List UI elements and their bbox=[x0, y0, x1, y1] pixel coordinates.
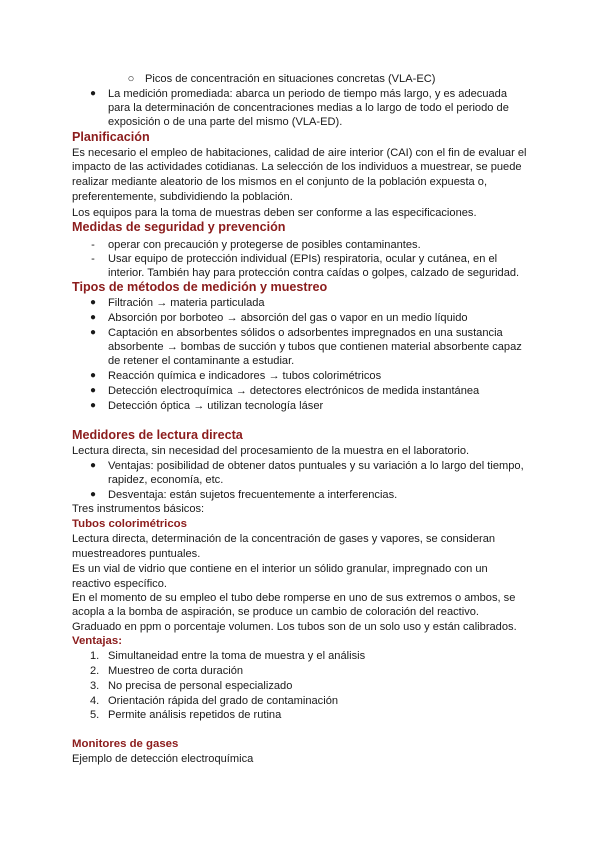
bullet-marker: ● bbox=[89, 88, 97, 99]
list-item: Muestreo de corta duración bbox=[108, 665, 244, 677]
list-number: 4. bbox=[90, 695, 100, 707]
paragraph-line: Graduado en ppm o porcentaje volumen. Los tubos son de un solo uso y están calibrados. bbox=[72, 621, 517, 633]
bullet-text-line: La medición promediada: abarca un periodo de tiempo más largo, y es adecuada bbox=[108, 88, 508, 100]
dash-marker: - bbox=[91, 239, 95, 251]
list-item-continued: rapidez, economía, etc. bbox=[108, 474, 224, 486]
list-number: 1. bbox=[90, 650, 100, 662]
paragraph-line: realizar mediante aleatorio de los mismos en el conjunto de la población expuesta o, bbox=[72, 176, 488, 188]
bullet-marker: ● bbox=[89, 312, 97, 323]
list-item: Captación en absorbentes sólidos o adsorbentes impregnados en una sustancia bbox=[108, 327, 503, 339]
paragraph-line: Lectura directa, sin necesidad del procesamiento de la muestra en el laboratorio. bbox=[72, 445, 470, 457]
bullet-marker: ● bbox=[89, 385, 97, 396]
list-number: 2. bbox=[90, 665, 100, 677]
bullet-marker: ● bbox=[89, 370, 97, 381]
list-item: Reacción química e indicadores → tubos colorimétricos bbox=[108, 370, 382, 382]
paragraph-line: En el momento de su empleo el tubo debe romperse en uno de sus extremos o ambos, se bbox=[72, 592, 516, 604]
bullet-marker: ● bbox=[89, 460, 97, 471]
heading-medidores: Medidores de lectura directa bbox=[72, 428, 243, 442]
paragraph-line: Ejemplo de detección electroquímica bbox=[72, 753, 254, 765]
list-item-continued: de retener el contaminante a estudiar. bbox=[108, 355, 295, 367]
bullet-marker: ● bbox=[89, 489, 97, 500]
heading-tubos: Tubos colorimétricos bbox=[72, 518, 187, 530]
bullet-marker: ● bbox=[89, 327, 97, 338]
heading-planificacion: Planificación bbox=[72, 130, 150, 144]
paragraph-line: reactivo específico. bbox=[72, 578, 167, 590]
list-item: Ventajas: posibilidad de obtener datos puntuales y su variación a lo largo del tiempo, bbox=[108, 460, 524, 472]
paragraph-line: muestreadores puntuales. bbox=[72, 548, 201, 560]
list-item: Simultaneidad entre la toma de muestra y el análisis bbox=[108, 650, 366, 662]
list-number: 5. bbox=[90, 709, 100, 721]
heading-seguridad: Medidas de seguridad y prevención bbox=[72, 220, 286, 234]
dash-marker: - bbox=[91, 253, 95, 265]
list-item: Detección electroquímica → detectores electrónicos de medida instantánea bbox=[108, 385, 480, 397]
list-number: 3. bbox=[90, 680, 100, 692]
list-item: Permite análisis repetidos de rutina bbox=[108, 709, 282, 721]
list-item: Absorción por borboteo → absorción del gas o vapor en un medio líquido bbox=[108, 312, 468, 324]
paragraph-line: impacto de las actividades cotidianas. La selección de los individuos a muestrear, se puede bbox=[72, 161, 522, 173]
list-item: No precisa de personal especializado bbox=[108, 680, 293, 692]
paragraph-line: preferentemente, subdividiendo la población. bbox=[72, 191, 293, 203]
paragraph-line: Lectura directa, determinación de la concentración de gases y vapores, se consideran bbox=[72, 533, 496, 545]
sub-bullet-marker: ○ bbox=[127, 73, 135, 85]
list-item: Desventaja: están sujetos frecuentemente a interferencias. bbox=[108, 489, 398, 501]
list-item-continued: interior. También hay para protección contra caídas o golpes, calzado de seguridad. bbox=[108, 267, 520, 279]
paragraph-line: Es necesario el empleo de habitaciones, calidad de aire interior (CAI) con el fin de evaluar el bbox=[72, 147, 527, 159]
paragraph-line: Los equipos para la toma de muestras deben ser conforme a las especificaciones. bbox=[72, 207, 477, 219]
paragraph-line: Es un vial de vidrio que contiene en el interior un sólido granular, impregnado con un bbox=[72, 563, 488, 575]
list-item-continued: absorbente → bombas de succión y tubos que contienen material absorbente capaz bbox=[108, 341, 522, 353]
paragraph-line: Tres instrumentos básicos: bbox=[72, 503, 205, 515]
heading-ventajas: Ventajas: bbox=[72, 635, 123, 647]
list-item: Usar equipo de protección individual (EPIs) respiratoria, ocular y cutánea, en el bbox=[108, 253, 498, 265]
paragraph-line: acopla a la bomba de aspiración, se produce un cambio de coloración del reactivo. bbox=[72, 606, 480, 618]
heading-tipos: Tipos de métodos de medición y muestreo bbox=[72, 280, 328, 294]
sub-bullet-text: Picos de concentración en situaciones concretas (VLA-EC) bbox=[145, 73, 436, 85]
bullet-text-line: para la determinación de concentraciones medias a lo largo de todo el periodo de bbox=[108, 102, 509, 114]
list-item: Orientación rápida del grado de contaminación bbox=[108, 695, 339, 707]
bullet-marker: ● bbox=[89, 400, 97, 411]
heading-monitores: Monitores de gases bbox=[72, 738, 179, 750]
list-item: Detección óptica → utilizan tecnología láser bbox=[108, 400, 324, 412]
list-item: operar con precaución y protegerse de posibles contaminantes. bbox=[108, 239, 421, 251]
bullet-text-line: exposición o de una parte del mismo (VLA-ED). bbox=[108, 116, 343, 128]
list-item: Filtración → materia particulada bbox=[108, 297, 265, 309]
bullet-marker: ● bbox=[89, 297, 97, 308]
